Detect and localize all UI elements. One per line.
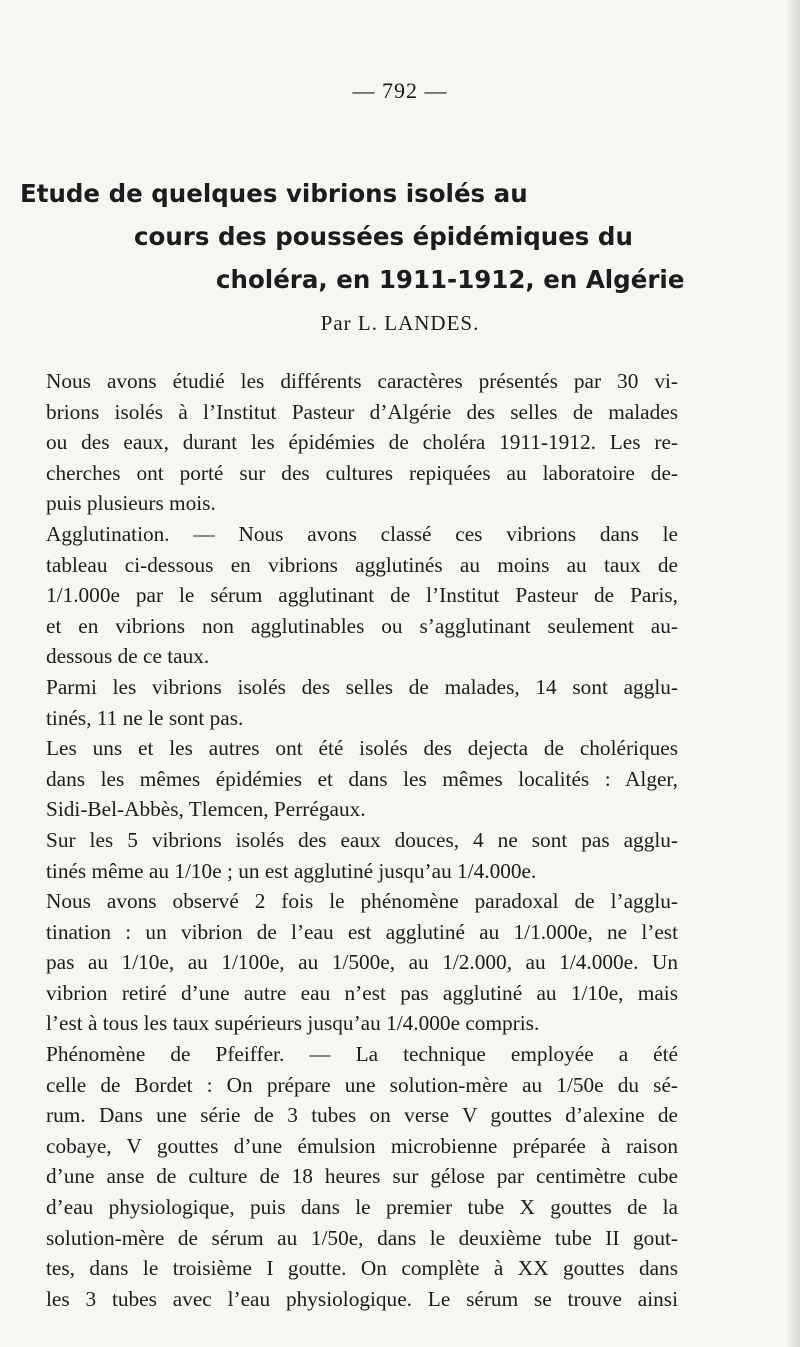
body-line: dessous de ce taux.: [46, 644, 210, 669]
article-body: [46, 366, 678, 1314]
body-line: celle de Bordet : On prépare une solution-mère au 1/50e du sé-: [46, 1072, 678, 1097]
article-title: [20, 172, 685, 301]
page-number: — 792 —: [352, 78, 448, 103]
body-line: vibrion retiré d’une autre eau n’est pas agglutiné au 1/10e, mais: [46, 980, 678, 1005]
body-line: rum. Dans une série de 3 tubes on verse V gouttes d’alexine de: [46, 1103, 678, 1128]
title-line-2: cours des poussées épidémiques du: [134, 222, 633, 251]
body-line: les 3 tubes avec l’eau physiologique. Le sérum se trouve ainsi: [46, 1286, 678, 1311]
body-line: pas au 1/10e, au 1/100e, au 1/500e, au 1/2.000, au 1/4.000e. Un: [46, 950, 678, 975]
body-line: Sidi-Bel-Abbès, Tlemcen, Perrégaux.: [46, 797, 366, 822]
title-line-1: Etude de quelques vibrions isolés au: [20, 179, 528, 208]
body-line: Nous avons étudié les différents caractères présentés par 30 vi-: [46, 369, 678, 393]
page-edge-shadow: [786, 0, 800, 1347]
body-line: cobaye, V gouttes d’une émulsion microbienne préparée à raison: [46, 1133, 678, 1158]
body-line: solution-mère de sérum au 1/50e, dans le deuxième tube II gout-: [46, 1225, 678, 1250]
body-line: d’eau physiologique, puis dans le premier tube X gouttes de la: [46, 1195, 678, 1220]
body-line: dans les mêmes épidémies et dans les mêmes localités : Alger,: [46, 766, 678, 791]
author-byline: Par L. LANDES.: [320, 311, 480, 335]
body-line: Phénomène de Pfeiffer. — La technique employée a été: [46, 1042, 678, 1067]
body-line: ou des eaux, durant les épidémies de choléra 1911-1912. Les re-: [46, 430, 678, 455]
body-line: tinés même au 1/10e ; un est agglutiné jusqu’au 1/4.000e.: [46, 858, 537, 883]
body-line: brions isolés à l’Institut Pasteur d’Algérie des selles de malades: [46, 399, 678, 424]
body-line: tination : un vibrion de l’eau est agglutiné au 1/1.000e, ne l’est: [46, 919, 678, 944]
body-line: 1/1.000e par le sérum agglutinant de l’Institut Pasteur de Paris,: [46, 583, 678, 608]
body-line: Nous avons observé 2 fois le phénomène paradoxal de l’agglu-: [46, 889, 678, 914]
body-line: Les uns et les autres ont été isolés des dejecta de cholériques: [46, 736, 678, 761]
body-line: et en vibrions non agglutinables ou s’agglutinant seulement au-: [46, 613, 678, 638]
body-line: d’une anse de culture de 18 heures sur gélose par centimètre cube: [46, 1164, 678, 1189]
body-line: puis plusieurs mois.: [46, 491, 216, 516]
body-line: Sur les 5 vibrions isolés des eaux douces, 4 ne sont pas agglu-: [46, 827, 678, 852]
body-line: Parmi les vibrions isolés des selles de malades, 14 sont agglu-: [46, 674, 678, 699]
body-line: tinés, 11 ne le sont pas.: [46, 705, 244, 730]
body-line: Agglutination. — Nous avons classé ces vibrions dans le: [46, 521, 678, 546]
title-line-3: choléra, en 1911-1912, en Algérie: [216, 265, 685, 294]
body-line: l’est à tous les taux supérieurs jusqu’au 1/4.000e compris.: [46, 1011, 540, 1036]
body-line: cherches ont porté sur des cultures repiquées au laboratoire de-: [46, 460, 678, 485]
body-line: tableau ci-dessous en vibrions agglutinés au moins au taux de: [46, 552, 678, 577]
body-line: tes, dans le troisième I goutte. On complète à XX gouttes dans: [46, 1256, 678, 1281]
